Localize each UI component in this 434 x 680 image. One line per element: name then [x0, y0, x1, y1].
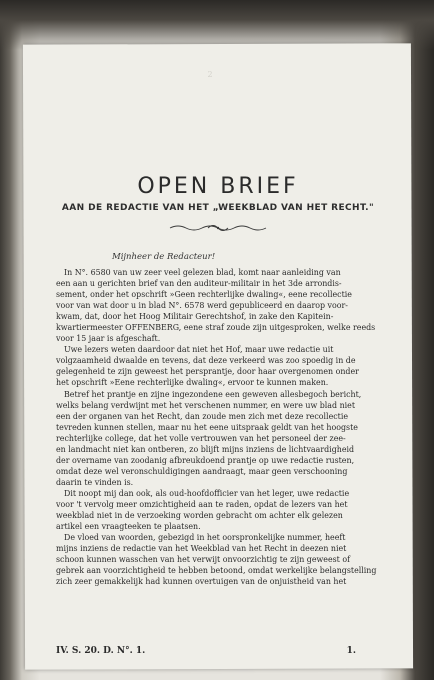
- body-line: Uwe lezers weten daardoor dat niet het Hof, maar uwe redactie uit: [64, 345, 334, 355]
- page-subtitle: AAN DE REDACTIE VAN HET „WEEKBLAD VAN HET RECHT.": [61, 203, 375, 213]
- page-title: OPEN BRIEF: [137, 174, 299, 199]
- body-line: welks belang verdwijnt met het verschenen nummer, en were uw blad niet: [56, 400, 356, 410]
- body-line: In N°. 6580 van uw zeer veel gelezen blad, komt naar aanleiding van: [64, 268, 341, 277]
- body-line: een aan u gerichten brief van den auditeur-militair in het 3de arrondis-: [56, 279, 342, 289]
- footer-signature: IV. S. 20. D. N°. 1.: [56, 646, 146, 656]
- body-line: Dit noopt mij dan ook, als oud-hoofdofficier van het leger, uwe redactie: [64, 488, 350, 498]
- body-line: gelegenheid te zijn geweest het persprantje, door haar overgenomen onder: [56, 367, 359, 377]
- body-line: schoon kunnen wasschen van het verwijt onvoorzichtig te zijn geweest of: [56, 555, 351, 565]
- body-line: voor 't vervolg meer omzichtigheid aan te raden, opdat de lezers van het: [56, 499, 348, 509]
- footer-page-number: 1.: [346, 646, 356, 656]
- body-line: en landmacht niet kan ontberen, zo blijft mijns inziens de lichtvaardigheid: [56, 444, 355, 454]
- body-line: volgzaamheid dwaalde en tevens, dat deze verkeerd was zoo spoedig in de: [56, 356, 356, 366]
- page-footer: [56, 646, 356, 660]
- body-line: kwartiermeester OFFENBERG, eene straf zoude zijn uitgesproken, welke reeds: [56, 323, 376, 333]
- body-line: rechterlijke college, dat het volle vertrouwen van het personeel der zee-: [56, 433, 346, 443]
- bleed-through-text: 2: [207, 70, 213, 79]
- body-line: het opschrift »Eene rechterlijke dwaling«, ervoor te kunnen maken.: [56, 378, 329, 388]
- body-line: De vloed van woorden, gebezigd in het oorspronkelijke nummer, heeft: [64, 533, 346, 543]
- body-line: kwam, dat, door het Hoog Militair Gerechtshof, in zake den Kapitein-: [56, 312, 334, 322]
- salutation: Mijnheer de Redacteur!: [112, 252, 216, 262]
- body-line: voor 15 jaar is afgeschaft.: [56, 334, 161, 344]
- body-line: sement, onder het opschrift »Geen rechterlijke dwaling«, eene recollectie: [56, 290, 352, 300]
- body-line: een der organen van het Recht, dan zoude men zich met deze recollectie: [56, 411, 349, 421]
- body-line: tevreden kunnen stellen, maar nu het eene uitspraak geldt van het hoogste: [56, 422, 358, 432]
- body-line: omdat deze wel veronschuldigingen aandraagt, maar geen verschooning: [56, 466, 348, 476]
- body-line: Betref het prantje en zijne ingezondene een geweven allesbegoch bericht,: [64, 389, 362, 399]
- body-line: mijns inziens de redactie van het Weekblad van het Recht in deezen niet: [56, 544, 347, 554]
- body-line: voor van wat door u in blad N°. 6578 werd gepubliceerd en daarop voor-: [56, 301, 348, 311]
- body-line: daarin te vinden is.: [56, 477, 134, 487]
- body-line: weekblad niet in de verzoeking worden gebracht om achter elk gelezen: [56, 511, 343, 521]
- ornament-divider-icon: [168, 222, 268, 234]
- body-line: der overname van zoodanig afbreukdoend prantje op uwe redactie rusten,: [56, 455, 355, 465]
- body-line: zich zeer gemakkelijk had kunnen overtuigen van de onjuistheid van het: [56, 577, 347, 587]
- body-line: artikel een vraagteeken te plaatsen.: [56, 522, 201, 532]
- letter-body: [56, 267, 377, 587]
- body-line: gebrek aan voorzichtigheid te hebben betoond, omdat werkelijke belangstelling: [56, 566, 377, 576]
